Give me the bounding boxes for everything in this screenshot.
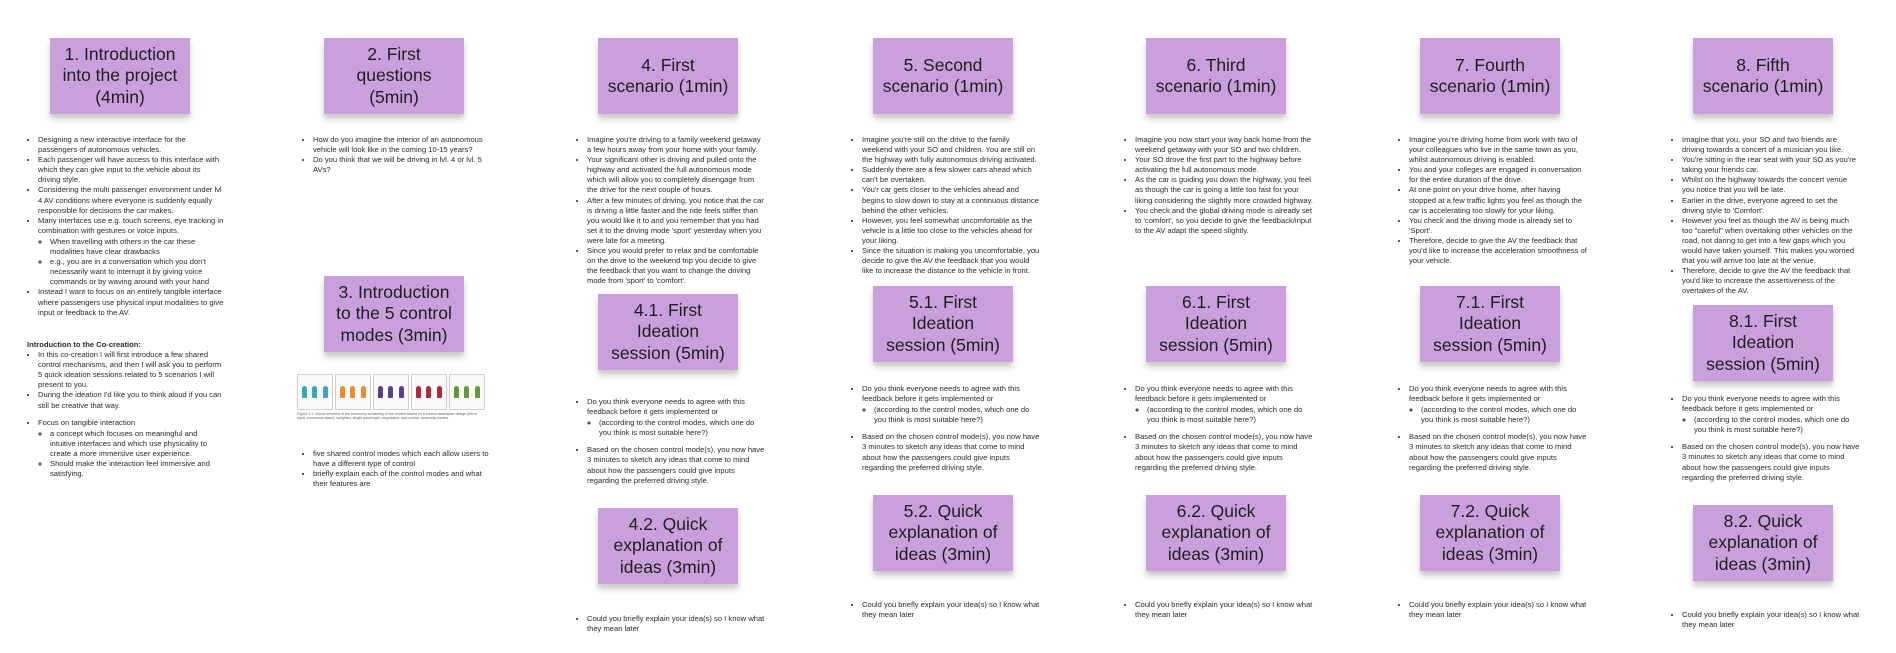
list-item [587,397,766,438]
list-item [1135,384,1314,425]
figure-panel [297,374,333,410]
sticky-ideation-5-1[interactable]: 5.1. First Ideation session (5min) [873,286,1013,362]
list-item [862,384,1041,425]
sticky-explanation-7-2[interactable]: 7.2. Quick explanation of ideas (3min) [1420,495,1560,571]
list-item: • Whilst on the highway towards the concert venue you notice that you will be late. [1682,175,1861,195]
figure-panel [411,374,447,410]
scenario-1-notes [576,135,766,286]
list-item-text: Do you think everyone needs to agree with this feedback before it gets implemented or [1409,384,1567,404]
person-icon [323,386,328,398]
list-item: ◦ Should make the interaction feel immersive and satisfying. [50,459,224,479]
person-icon [399,386,404,398]
list-item: • Based on the chosen control mode(s), you now have 3 minutes to sketch any ideas that come to mind about how the passengers could give inputs regarding the preferred driving style. [1682,442,1861,482]
list-item: • Designing a new interactive interface for the passengers of autonomous vehicles. [38,135,224,155]
list-item: • Your SO drove the first part to the highway before activating the full autonomous mode. [1135,155,1314,175]
ideation-5-1-notes [851,384,1041,473]
list-item: • At one point on your drive home, after having stopped at a few traffic lights you feel as though the car is accelerating too slowly for your liking. [1409,185,1588,215]
sticky-explanation-8-2[interactable]: 8.2. Quick explanation of ideas (3min) [1693,505,1833,581]
list-item: • Could you briefly explain your idea(s) so I know what they mean later [587,614,766,634]
control-modes-notes [302,449,492,489]
list-item: ◦ a concept which focuses on meaningful and intuitive interfaces and which use physicality to create a more immersive user experience. [50,429,224,459]
list-item: • Do you think that we will be driving in lvl. 4 or lvl. 5 AVs? [313,155,492,175]
ideation-7-1-notes [1398,384,1588,473]
list-item: • Based on the chosen control mode(s), you now have 3 minutes to sketch any ideas that come to mind about how the passengers could give inputs regarding the preferred driving style. [1409,432,1588,472]
list-item: • Each passenger will have access to this interface with which they can give input to the vehicle about its driving style. [38,155,224,185]
person-icon [302,386,307,398]
sticky-explanation-4-2[interactable]: 4.2. Quick explanation of ideas (3min) [598,508,738,584]
list-item: • Imagine you're still on the drive to the family weekend with your SO and children. You are still on the highway with fully autonomous driving activated. [862,135,1041,165]
list-item: • You check and the global driving mode is already set to 'comfort', so you decide to give the feedback/input to the AV adapt the speed slightly. [1135,206,1314,236]
explanation-8-2-notes [1671,610,1861,630]
list-item: • briefly explain each of the control modes and what their features are [313,469,492,489]
explanation-7-2-notes [1398,600,1588,620]
intro-notes [27,135,224,318]
list-item: • How do you imagine the interior of an autonomous vehicle will look like in the coming 10-15 years? [313,135,492,155]
sticky-second-scenario[interactable]: 5. Second scenario (1min) [873,38,1013,114]
sticky-first-questions[interactable]: 2. First questions (5min) [324,38,464,114]
sticky-ideation-4-1[interactable]: 4.1. First Ideation session (5min) [598,294,738,370]
list-item: • Therefore, decide to give the AV the feedback that you'd like to increase the assertiveness of the overtakes of the AV. [1682,266,1861,296]
list-item-text: Do you think everyone needs to agree with this feedback before it gets implemented or [587,397,745,417]
ideation-4-1-notes [576,397,766,486]
explanation-4-2-notes [576,614,766,634]
list-item: • Suddenly there are a few slower cars ahead which can't be overtaken. [862,165,1041,185]
list-item: • However you feel as though the AV is being much too "careful" when overtaking other vehicles on the road, not daring to get into a few gaps which you would have taken yourself. This makes you worried that you will arrive too late at the venue. [1682,216,1861,266]
sticky-explanation-6-2[interactable]: 6.2. Quick explanation of ideas (3min) [1146,495,1286,571]
person-icon [416,386,421,398]
list-item: • You check and the driving mode is already set to 'Sport'. [1409,216,1588,236]
figure-caption: Figure 1.1: Visual overview of the taxonomy consisting of five modes based on a control assistance design (left to right) consensus-based, weighted, single passenger, negotiation, and control ownership modes. [297,412,478,421]
person-icon [361,386,366,398]
cocreation-title: Introduction to the Co-creation: [27,340,141,349]
list-item [1409,384,1588,425]
list-item: • You and your colleges are engaged in conversation for the entire duration of the drive. [1409,165,1588,185]
explanation-5-2-notes [851,600,1041,620]
sticky-ideation-8-1[interactable]: 8.1. First Ideation session (5min) [1693,305,1833,381]
sticky-explanation-5-2[interactable]: 5.2. Quick explanation of ideas (3min) [873,495,1013,571]
list-item: • Instead I want to focus on an entirely tangible interface where passengers use physical input modalities to give input or feedback to the AV. [38,287,224,317]
list-item: • Imagine you're driving to a family weekend getaway a few hours away from your home with your family. [587,135,766,155]
list-item: • Based on the chosen control mode(s), you now have 3 minutes to sketch any ideas that come to mind about how the passengers could give inputs regarding the preferred driving style. [1135,432,1314,472]
person-icon [378,386,383,398]
sticky-fourth-scenario[interactable]: 7. Fourth scenario (1min) [1420,38,1560,114]
scenario-2-notes [851,135,1041,276]
person-icon [464,386,469,398]
list-item: • Could you briefly explain your idea(s) so I know what they mean later [1409,600,1588,620]
sticky-first-scenario[interactable]: 4. First scenario (1min) [598,38,738,114]
list-item: ◦ (according to the control modes, which one do you think is most suitable here?) [1694,415,1861,435]
list-item [38,418,224,480]
list-item: • Based on the chosen control mode(s), you now have 3 minutes to sketch any ideas that come to mind about how the passengers could give inputs regarding the preferred driving style. [862,432,1041,472]
list-item [1682,394,1861,435]
sticky-introduction-project[interactable]: 1. Introduction into the project (4min) [50,38,190,114]
list-item: • Your significant other is driving and pulled onto the highway and activated the full autonomous mode which will allow you to completely disengage from the drive for the next couple of hours. [587,155,766,195]
scenario-5-notes [1671,135,1861,297]
list-item: • Based on the chosen control mode(s), you now have 3 minutes to sketch any ideas that come to mind about how the passengers could give inputs regarding the preferred driving style. [587,445,766,485]
list-item: • five shared control modes which each allow users to have a different type of control [313,449,492,469]
list-item [38,216,224,288]
questions-notes [302,135,492,175]
list-item: • In this co-creation I will first introduce a few shared control mechanisms, and then I will ask you to perform 5 quick ideation sessions related to 5 scenarios I will present to you. [38,350,224,390]
list-item: • You're sitting in the rear seat with your SO as you're taking your friends car. [1682,155,1861,175]
explanation-6-2-notes [1124,600,1314,620]
list-item: ◦ (according to the control modes, which one do you think is most suitable here?) [874,405,1041,425]
list-item: • Earlier in the drive, everyone agreed to set the driving style to 'Comfort'. [1682,196,1861,216]
list-item-text: Do you think everyone needs to agree with this feedback before it gets implemented or [1682,394,1840,414]
scenario-4-notes [1398,135,1588,266]
list-item: • Therefore, decide to give the AV the feedback that you'd like to increase the acceleration smoothness of your vehicle. [1409,236,1588,266]
person-icon [312,386,317,398]
figure-panel [449,374,485,410]
list-item: • Imagine that you, your SO and two friends are driving towards a concert of a musician you like. [1682,135,1861,155]
list-item: ◦ (according to the control modes, which one do you think is most suitable here?) [1421,405,1588,425]
sticky-control-modes-intro[interactable]: 3. Introduction to the 5 control modes (3min) [324,276,464,352]
list-item-text: Focus on tangible interaction [38,417,136,427]
cocreation-notes [27,340,224,479]
list-item: • Could you briefly explain your idea(s) so I know what they mean later [1135,600,1314,620]
scenario-3-notes [1124,135,1314,236]
list-item: • Could you briefly explain your idea(s) so I know what they mean later [862,600,1041,620]
figure-panel [373,374,409,410]
figure-panel [335,374,371,410]
ideation-8-1-notes [1671,394,1861,483]
list-item: ◦ e.g., you are in a conversation which you don't necessarily want to interrupt it by giving voice commands or by waving around with your hand [50,257,224,287]
person-icon [340,386,345,398]
list-item: ◦ (according to the control modes, which one do you think is most suitable here?) [599,418,766,438]
list-item-text: Do you think everyone needs to agree with this feedback before it gets implemented or [1135,384,1293,404]
sticky-ideation-7-1[interactable]: 7.1. First Ideation session (5min) [1420,286,1560,362]
list-item: • Since you would prefer to relax and be comfortable on the drive to the weekend trip you decide to give the feedback that you want to change the driving mode from 'sport' to 'comfort'. [587,246,766,286]
list-item-text: Many interfaces use e.g. touch screens, eye tracking in combination with gestures or voice inputs. [38,215,224,235]
list-item: • During the ideation I'd like you to think aloud if you can still be creative that way. [38,390,224,410]
list-item: • As the car is guiding you down the highway, you feel as though the car is going a little too fast for your liking considering the slightly more crowded highway. [1135,175,1314,205]
person-icon [426,386,431,398]
list-item: • Considering the multi passenger environment under lvl 4 AV conditions where everyone is suddenly equally responsible for decisions the car makes. [38,185,224,215]
person-icon [454,386,459,398]
person-icon [388,386,393,398]
person-icon [350,386,355,398]
control-modes-figure [297,374,485,410]
list-item: • Since the situation is making you uncomfortable, you decide to give the AV the feedback that you would like to increase the distance to the vehicle in front. [862,246,1041,276]
list-item: • After a few minutes of driving, you notice that the car is driving a little faster and the ride feels stiffer than you would like it to and you remember that you had set it to the driving mode 'sport' yesterday when you were late for a meeting. [587,196,766,246]
sticky-ideation-6-1[interactable]: 6.1. First Ideation session (5min) [1146,286,1286,362]
list-item: • Could you briefly explain your idea(s) so I know what they mean later [1682,610,1861,630]
list-item: • Imagine you now start your way back home from the weekend getaway with your SO and two children. [1135,135,1314,155]
list-item: • However, you feel somewhat uncomfortable as the vehicle is a little too close to the vehicles ahead for your liking. [862,216,1041,246]
list-item: • Imagine you're driving home from work with two of your colleagues who live in the same town as you, whilst autonomous driving is enabled. [1409,135,1588,165]
person-icon [475,386,480,398]
list-item: ◦ (according to the control modes, which one do you think is most suitable here?) [1147,405,1314,425]
ideation-6-1-notes [1124,384,1314,473]
list-item: ◦ When travelling with others in the car these modalities have clear drawbacks [50,237,224,257]
person-icon [437,386,442,398]
sticky-fifth-scenario[interactable]: 8. Fifth scenario (1min) [1693,38,1833,114]
list-item: • You'r car gets closer to the vehicles ahead and begins to slow down to stay at a continuous distance behind the other vehicles. [862,185,1041,215]
list-item-text: Do you think everyone needs to agree with this feedback before it gets implemented or [862,384,1020,404]
sticky-third-scenario[interactable]: 6. Third scenario (1min) [1146,38,1286,114]
